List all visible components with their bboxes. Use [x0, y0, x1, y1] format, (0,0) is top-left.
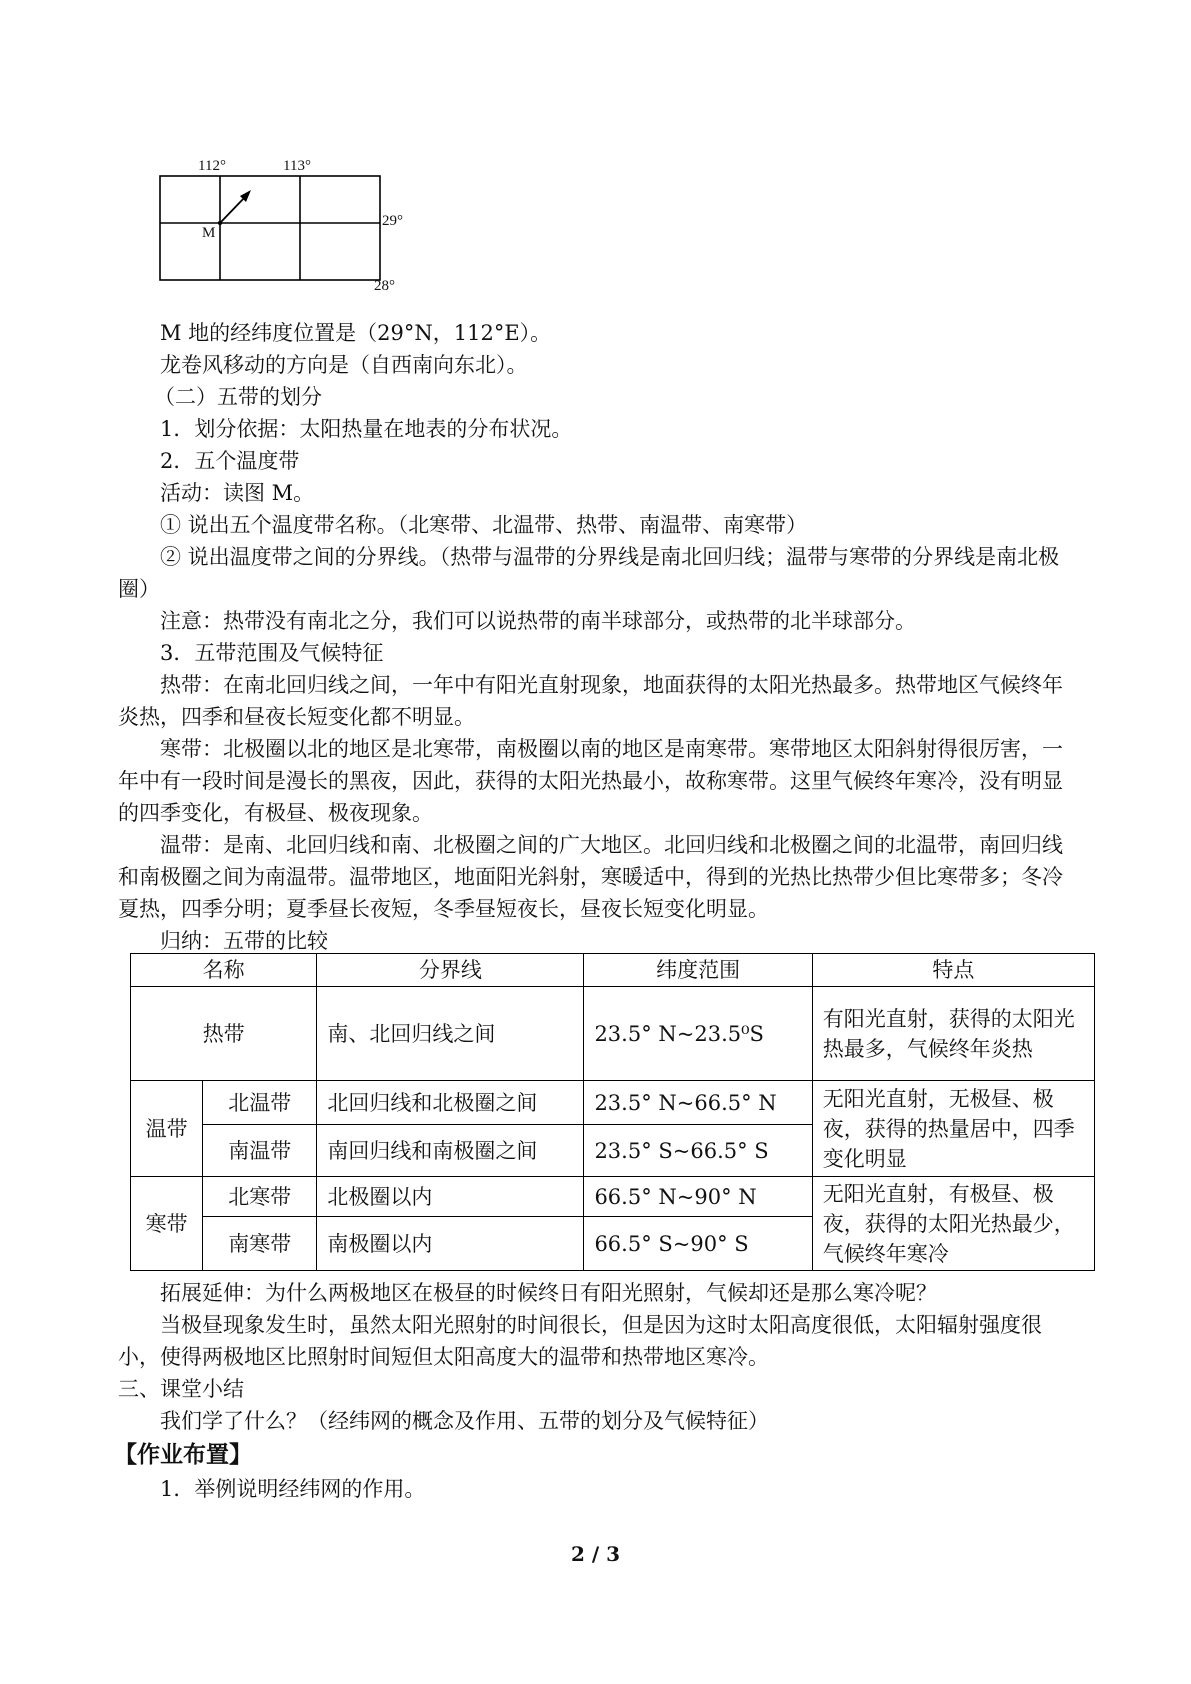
paragraph: M 地的经纬度位置是（29°N，112°E）。 — [160, 321, 552, 345]
after-table-text — [114, 1277, 1078, 1505]
paragraph: ① 说出五个温度带名称。（北寒带、北温带、热带、南温带、南寒带） — [160, 513, 808, 537]
point-label-m: M — [202, 225, 216, 241]
range-cell: 23.5° N~66.5° N — [584, 1081, 812, 1125]
zone-group-cell: 温带 — [131, 1081, 203, 1177]
longitude-label-113: 113° — [283, 158, 311, 174]
zone-name-cell: 南寒带 — [203, 1217, 317, 1271]
lat-lon-grid-figure — [158, 158, 438, 303]
range-cell: 66.5° S~90° S — [584, 1217, 812, 1271]
five-zones-table — [130, 953, 1095, 1271]
boundary-cell: 南、北回归线之间 — [317, 987, 584, 1081]
section-heading: 三、课堂小结 — [118, 1377, 244, 1401]
paragraph: 我们学了什么？（经纬网的概念及作用、五带的划分及气候特征） — [160, 1409, 769, 1433]
zone-group-cell: 寒带 — [131, 1177, 203, 1271]
paragraph: 温带：是南、北回归线和南、北极圈之间的广大地区。北回归线和北极圈之间的北温带，南回归线和南极圈之间为南温带。温带地区，地面阳光斜射，寒暖适中，得到的光热比热带少但比寒带多；冬冷夏热，四季分明；夏季昼长夜短，冬季昼短夜长，昼夜长短变化明显。 — [118, 833, 1063, 921]
feature-cell: 无阳光直射，有极昼、极夜，获得的太阳光热最少，气候终年寒冷 — [812, 1177, 1094, 1271]
paragraph: 归纳：五带的比较 — [160, 929, 328, 953]
grid-diagram — [158, 168, 438, 303]
boundary-cell: 北回归线和北极圈之间 — [317, 1081, 584, 1125]
boundary-cell: 北极圈以内 — [317, 1177, 584, 1217]
zone-name-cell: 热带 — [131, 987, 317, 1081]
paragraph: 1．举例说明经纬网的作用。 — [160, 1477, 426, 1501]
main-text — [118, 317, 1078, 957]
paragraph: 1．划分依据：太阳热量在地表的分布状况。 — [160, 417, 573, 441]
range-cell: 66.5° N~90° N — [584, 1177, 812, 1217]
header-cell: 分界线 — [317, 954, 584, 987]
table-row — [131, 1177, 1095, 1217]
header-cell: 名称 — [131, 954, 317, 987]
paragraph: 龙卷风移动的方向是（自西南向东北）。 — [160, 353, 528, 377]
zone-name-cell: 南温带 — [203, 1125, 317, 1177]
feature-cell: 无阳光直射，无极昼、极夜，获得的热量居中，四季变化明显 — [812, 1081, 1094, 1177]
latitude-label-29: 29° — [382, 213, 403, 229]
paragraph: 3．五带范围及气候特征 — [160, 641, 384, 665]
table-header-row — [131, 954, 1095, 987]
paragraph: 活动：读图 M。 — [160, 481, 315, 505]
paragraph: 当极昼现象发生时，虽然太阳光照射的时间很长，但是因为这时太阳高度很低，太阳辐射强度很小，使得两极地区比照射时间短但太阳高度大的温带和热带地区寒冷。 — [118, 1313, 1042, 1369]
paragraph: 注意：热带没有南北之分，我们可以说热带的南半球部分，或热带的北半球部分。 — [160, 609, 916, 633]
boundary-cell: 南回归线和南极圈之间 — [317, 1125, 584, 1177]
paragraph: 拓展延伸：为什么两极地区在极昼的时候终日有阳光照射，气候却还是那么寒冷呢？ — [160, 1281, 937, 1305]
header-cell: 纬度范围 — [584, 954, 812, 987]
paragraph: ② 说出温度带之间的分界线。（热带与温带的分界线是南北回归线；温带与寒带的分界线是南北极圈） — [118, 545, 1060, 601]
paragraph: 寒带：北极圈以北的地区是北寒带，南极圈以南的地区是南寒带。寒带地区太阳斜射得很厉害，一年中有一段时间是漫长的黑夜，因此，获得的太阳光热最小，故称寒带。这里气候终年寒冷，没有明显的四季变化，有极昼、极夜现象。 — [118, 737, 1063, 825]
longitude-label-112: 112° — [198, 158, 226, 174]
table-row — [131, 1081, 1095, 1125]
feature-cell: 有阳光直射，获得的太阳光热最多，气候终年炎热 — [812, 987, 1094, 1081]
zone-name-cell: 北寒带 — [203, 1177, 317, 1217]
latitude-label-28: 28° — [374, 278, 395, 294]
header-cell: 特点 — [812, 954, 1094, 987]
table-row — [131, 987, 1095, 1081]
range-cell: 23.5° S~66.5° S — [584, 1125, 812, 1177]
paragraph: 热带：在南北回归线之间，一年中有阳光直射现象，地面获得的太阳光热最多。热带地区气候终年炎热，四季和昼夜长短变化都不明显。 — [118, 673, 1063, 729]
boundary-cell: 南极圈以内 — [317, 1217, 584, 1271]
range-cell: 23.5° N~23.5⁰S — [584, 987, 812, 1081]
zone-name-cell: 北温带 — [203, 1081, 317, 1125]
section-heading: （二）五带的划分 — [154, 385, 322, 409]
homework-heading: 【作业布置】 — [114, 1442, 252, 1468]
page-number: 2 / 3 — [570, 1542, 621, 1566]
paragraph: 2．五个温度带 — [160, 449, 300, 473]
